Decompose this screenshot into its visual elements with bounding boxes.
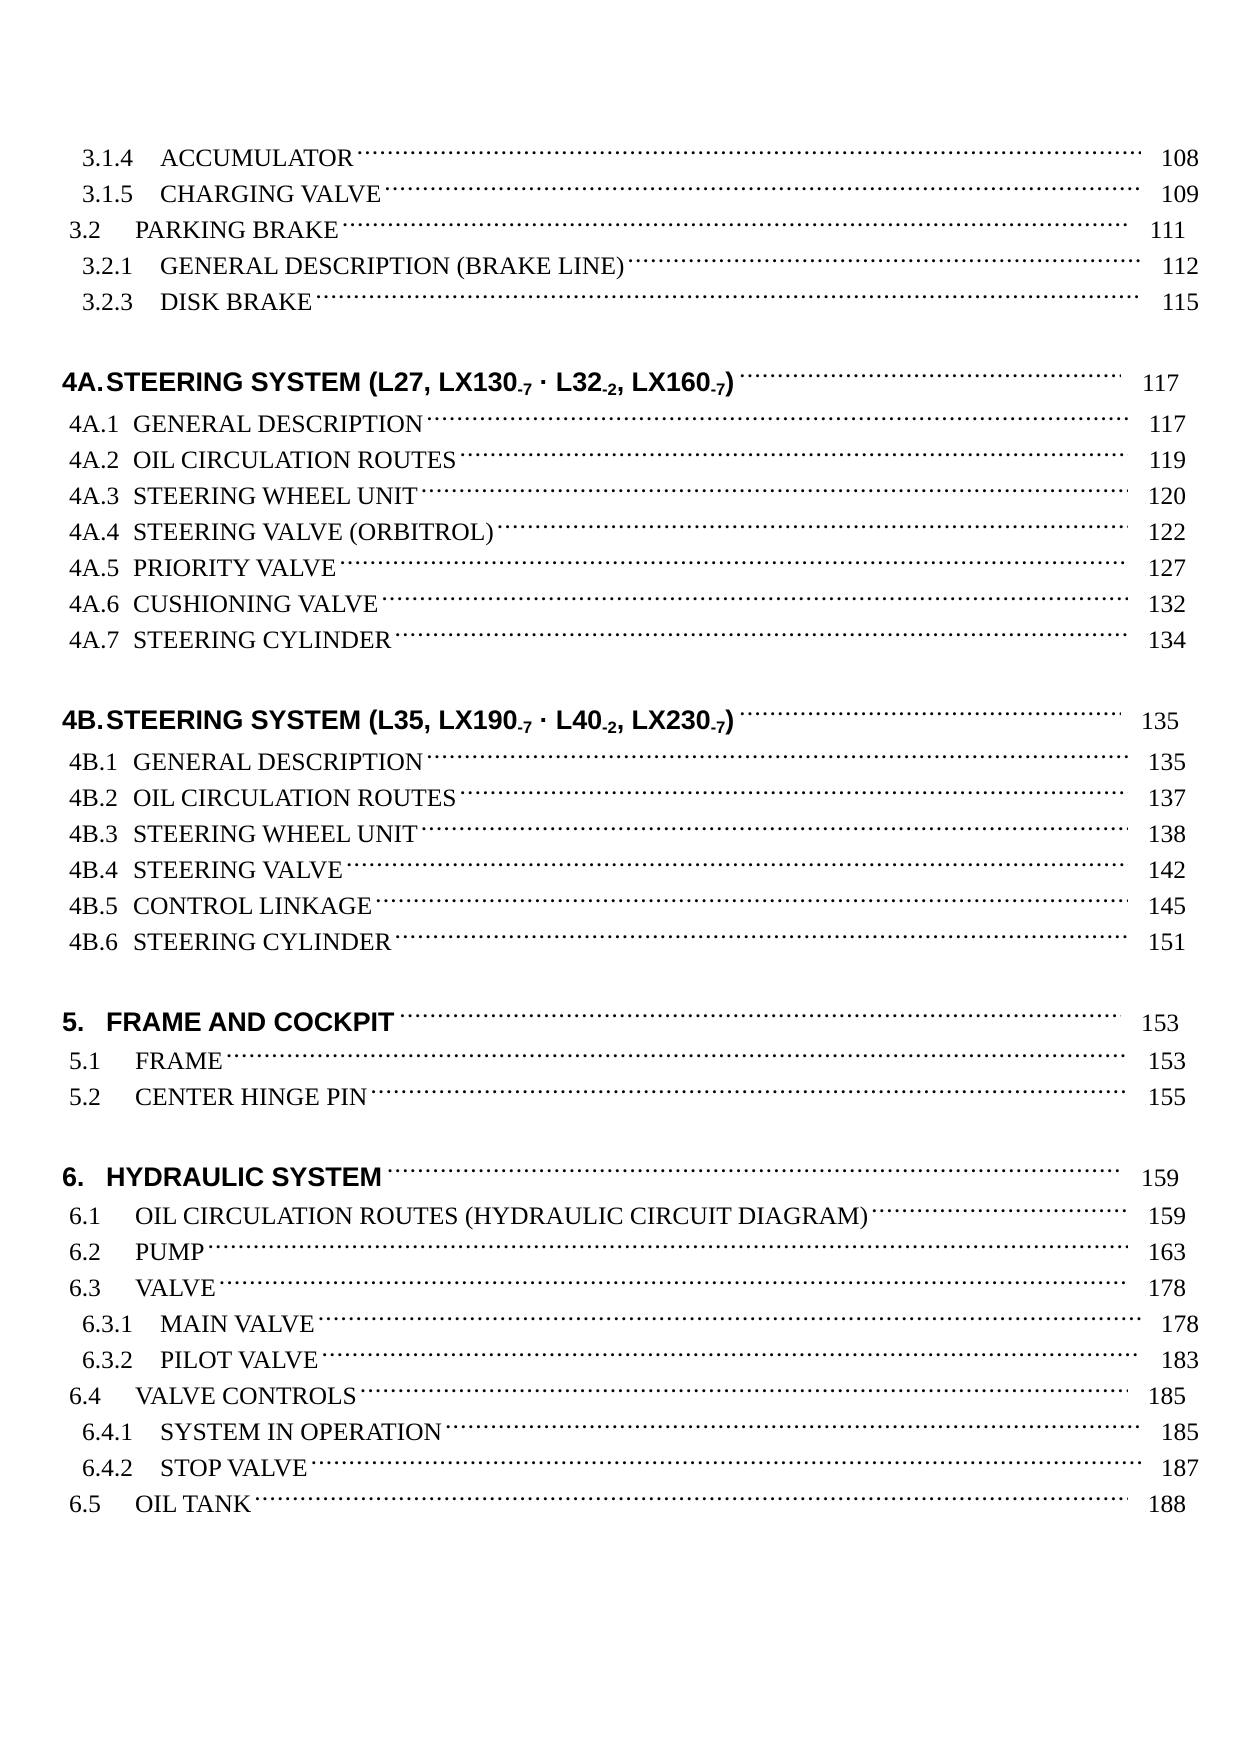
toc-entry[interactable] <box>62 1414 1199 1450</box>
toc-entry[interactable] <box>62 1002 1179 1043</box>
toc-entry-page-number: 137 <box>1147 783 1186 812</box>
table-of-contents <box>62 140 1199 1522</box>
toc-entry-page-number: 178 <box>1147 1273 1186 1302</box>
toc-entry[interactable] <box>62 780 1186 816</box>
toc-entry[interactable] <box>62 478 1186 514</box>
toc-entry-page-number: 159 <box>1141 1163 1179 1192</box>
toc-entry-number: 3.1.4 <box>82 143 133 172</box>
toc-entry-label <box>69 924 392 960</box>
toc-entry-label <box>69 406 423 442</box>
toc-entry-page-number: 111 <box>1149 215 1186 244</box>
toc-entry-title: STOP VALVE <box>160 1453 308 1482</box>
toc-entry[interactable] <box>62 1450 1199 1486</box>
toc-entry-title: PUMP <box>135 1237 205 1266</box>
toc-entry-number: 6.4.1 <box>82 1417 133 1446</box>
dot-leader <box>426 745 1128 771</box>
toc-entry-page-number: 138 <box>1147 819 1186 848</box>
toc-entry-label <box>69 514 494 550</box>
dot-leader <box>342 213 1128 239</box>
toc-entry[interactable] <box>62 550 1186 586</box>
toc-entry-title: STEERING CYLINDER <box>133 927 392 956</box>
toc-entry-title: ACCUMULATOR <box>160 143 354 172</box>
toc-entry[interactable] <box>62 924 1186 960</box>
toc-entry-number: 4A. <box>62 367 104 397</box>
toc-entry-number: 5.1 <box>69 1046 101 1075</box>
toc-entry-label <box>69 852 343 888</box>
model-suffix: -7 <box>517 717 533 737</box>
toc-entry-label <box>69 1486 251 1522</box>
toc-entry-number: 6.2 <box>69 1237 101 1266</box>
toc-entry-number: 4A.4 <box>69 517 120 546</box>
dot-leader <box>375 889 1128 915</box>
toc-entry-page-number: 115 <box>1161 287 1199 316</box>
toc-entry-label <box>69 212 339 248</box>
toc-entry-page-number: 119 <box>1148 445 1186 474</box>
model-suffix: -2 <box>602 717 617 737</box>
toc-entry-label <box>69 1270 216 1306</box>
dot-leader <box>426 407 1128 433</box>
toc-entry[interactable] <box>62 622 1186 658</box>
toc-entry-page-number: 185 <box>1160 1417 1199 1446</box>
toc-entry-title: PILOT VALVE <box>160 1345 319 1374</box>
toc-entry-title: STEERING VALVE (ORBITROL) <box>133 517 494 546</box>
toc-entry-number: 4A.6 <box>69 589 120 618</box>
section-spacer <box>62 320 1179 362</box>
toc-entry-number: 4A.5 <box>69 553 120 582</box>
dot-leader <box>459 443 1128 469</box>
toc-entry-number: 4A.2 <box>69 445 120 474</box>
toc-entry-number: 4A.7 <box>69 625 120 654</box>
toc-entry-title: STEERING CYLINDER <box>133 625 392 654</box>
toc-entry-label <box>69 550 336 586</box>
toc-entry-number: 4A.3 <box>69 481 120 510</box>
toc-entry-title: OIL TANK <box>135 1489 252 1518</box>
toc-entry-page-number: 187 <box>1160 1453 1199 1482</box>
toc-entry-number: 3.2 <box>69 215 101 244</box>
toc-entry-page-number: 127 <box>1147 553 1186 582</box>
dot-leader <box>459 781 1128 807</box>
toc-entry[interactable] <box>62 140 1199 176</box>
toc-entry[interactable] <box>62 700 1179 744</box>
toc-entry[interactable] <box>62 362 1179 406</box>
dot-leader <box>311 1451 1141 1477</box>
toc-entry-number: 4B.1 <box>69 747 118 776</box>
toc-entry[interactable] <box>62 1270 1186 1306</box>
toc-entry-title: GENERAL DESCRIPTION (BRAKE LINE) <box>160 251 625 280</box>
toc-entry-page-number: 142 <box>1147 855 1186 884</box>
toc-entry-label <box>82 1414 442 1450</box>
dot-leader <box>219 1271 1128 1297</box>
dot-leader <box>395 925 1128 951</box>
toc-entry-label <box>69 478 418 514</box>
toc-entry-title: HYDRAULIC SYSTEM <box>106 1162 382 1192</box>
toc-entry-label <box>69 586 378 622</box>
toc-entry-label <box>62 1002 394 1042</box>
toc-entry-title: SYSTEM IN OPERATION <box>160 1417 442 1446</box>
toc-entry-title: STEERING SYSTEM (L35, $LX190_{-7} \cdot L40_{-2}$, $LX230_{-7}$) <box>106 705 735 737</box>
toc-entry-title: GENERAL DESCRIPTION <box>133 747 424 776</box>
toc-entry-number: 4B.5 <box>69 891 118 920</box>
toc-entry-page-number: 151 <box>1147 927 1186 956</box>
toc-entry[interactable] <box>62 514 1186 550</box>
toc-entry[interactable] <box>62 1198 1186 1234</box>
dot-leader <box>381 587 1128 613</box>
toc-entry-label <box>69 888 372 924</box>
toc-entry-label <box>82 1342 318 1378</box>
model-suffix: -7 <box>517 379 533 399</box>
toc-entry-page-number: 178 <box>1160 1309 1199 1338</box>
dot-leader <box>739 364 1121 391</box>
dot-leader <box>421 479 1128 505</box>
dot-leader <box>226 1044 1128 1070</box>
dot-leader <box>370 1080 1128 1106</box>
dot-leader <box>387 1159 1121 1186</box>
toc-entry-title: CUSHIONING VALVE <box>133 589 379 618</box>
toc-entry[interactable] <box>62 284 1199 320</box>
toc-entry-page-number: 155 <box>1147 1082 1186 1111</box>
toc-entry-number: 5.2 <box>69 1082 101 1111</box>
toc-entry-title: OIL CIRCULATION ROUTES <box>133 783 457 812</box>
toc-entry-number: 6.3.1 <box>82 1309 133 1338</box>
toc-entry[interactable] <box>62 1378 1186 1414</box>
toc-entry-page-number: 117 <box>1141 368 1179 397</box>
dot-leader <box>339 551 1128 577</box>
toc-entry-page-number: 163 <box>1147 1237 1186 1266</box>
toc-entry-label <box>62 700 734 744</box>
toc-entry-label <box>69 816 418 852</box>
toc-entry-page-number: 185 <box>1147 1381 1186 1410</box>
toc-entry-title: VALVE <box>135 1273 216 1302</box>
toc-entry-label <box>82 140 354 176</box>
toc-entry-label <box>69 442 456 478</box>
toc-entry[interactable] <box>62 888 1186 924</box>
toc-entry-title: CHARGING VALVE <box>160 179 382 208</box>
dot-leader <box>739 702 1121 729</box>
toc-entry[interactable] <box>62 442 1186 478</box>
toc-entry-title: VALVE CONTROLS <box>135 1381 357 1410</box>
toc-entry[interactable] <box>62 1342 1199 1378</box>
model-suffix: -7 <box>710 379 726 399</box>
toc-entry[interactable] <box>62 1234 1186 1270</box>
dot-leader <box>384 177 1141 203</box>
toc-entry-page-number: 134 <box>1147 625 1186 654</box>
toc-entry-page-number: 135 <box>1147 747 1186 776</box>
toc-entry-label <box>69 622 392 658</box>
toc-entry-title: STEERING SYSTEM (L27, $LX130_{-7} \cdot L32_{-2}$, $LX160_{-7}$) <box>106 367 735 399</box>
toc-entry-number: 4B.3 <box>69 819 118 848</box>
section-spacer <box>62 1115 1179 1157</box>
toc-entry-page-number: 145 <box>1147 891 1186 920</box>
dot-leader <box>395 623 1128 649</box>
dot-leader <box>445 1415 1141 1441</box>
toc-entry[interactable] <box>62 1043 1186 1079</box>
toc-entry-title: STEERING WHEEL UNIT <box>133 481 418 510</box>
toc-entry-label <box>82 248 624 284</box>
toc-entry-label <box>82 1450 308 1486</box>
toc-entry-label <box>82 284 312 320</box>
toc-entry-number: 4B. <box>62 705 104 735</box>
toc-entry-title: OIL CIRCULATION ROUTES (HYDRAULIC CIRCUIT DIAGRAM) <box>135 1201 869 1230</box>
toc-entry-page-number: 153 <box>1141 1008 1179 1037</box>
dot-leader <box>627 249 1141 275</box>
toc-entry[interactable] <box>62 1157 1179 1198</box>
dot-leader <box>421 817 1128 843</box>
toc-entry-title: FRAME <box>135 1046 223 1075</box>
dot-leader <box>399 1004 1121 1031</box>
toc-entry-number: 4B.6 <box>69 927 118 956</box>
toc-entry-number: 4B.4 <box>69 855 118 884</box>
dot-leader <box>357 141 1141 167</box>
dot-leader <box>346 853 1128 879</box>
dot-leader <box>254 1487 1128 1513</box>
toc-entry-page-number: 108 <box>1160 143 1199 172</box>
dot-leader <box>207 1235 1128 1261</box>
toc-entry[interactable] <box>62 1306 1199 1342</box>
toc-entry[interactable] <box>62 176 1199 212</box>
model-suffix: -7 <box>710 717 726 737</box>
toc-entry[interactable] <box>62 1079 1186 1115</box>
toc-entry[interactable] <box>62 248 1199 284</box>
toc-entry-number: 3.2.1 <box>82 251 133 280</box>
toc-entry[interactable] <box>62 852 1186 888</box>
toc-entry-number: 3.1.5 <box>82 179 133 208</box>
dot-leader <box>497 515 1128 541</box>
toc-entry-number: 6.3 <box>69 1273 101 1302</box>
toc-entry-number: 6.5 <box>69 1489 101 1518</box>
toc-entry-label <box>82 176 381 212</box>
section-spacer <box>62 658 1179 700</box>
toc-entry[interactable] <box>62 1486 1186 1522</box>
toc-entry-title: OIL CIRCULATION ROUTES <box>133 445 457 474</box>
toc-entry-number: 6. <box>62 1162 85 1192</box>
toc-entry-label <box>69 1198 868 1234</box>
toc-entry-label <box>62 1157 382 1197</box>
dot-leader <box>321 1343 1141 1369</box>
toc-entry-label <box>82 1306 315 1342</box>
toc-entry[interactable] <box>62 744 1186 780</box>
toc-entry-number: 4A.1 <box>69 409 120 438</box>
toc-entry-page-number: 183 <box>1160 1345 1199 1374</box>
toc-entry[interactable] <box>62 816 1186 852</box>
toc-entry-title: CENTER HINGE PIN <box>135 1082 368 1111</box>
toc-entry-title: STEERING WHEEL UNIT <box>133 819 418 848</box>
toc-entry-title: DISK BRAKE <box>160 287 313 316</box>
model-suffix: -2 <box>602 379 617 399</box>
toc-entry[interactable] <box>62 586 1186 622</box>
toc-entry-number: 5. <box>62 1007 85 1037</box>
dot-leader <box>318 1307 1141 1333</box>
toc-entry-page-number: 117 <box>1148 409 1186 438</box>
toc-entry-number: 6.4 <box>69 1381 101 1410</box>
toc-entry-page-number: 120 <box>1147 481 1186 510</box>
toc-entry-number: 3.2.3 <box>82 287 133 316</box>
toc-entry-label <box>69 744 423 780</box>
toc-entry-label <box>69 1043 223 1079</box>
toc-entry-title: PRIORITY VALVE <box>133 553 337 582</box>
toc-entry-page-number: 132 <box>1147 589 1186 618</box>
toc-entry-number: 6.1 <box>69 1201 101 1230</box>
toc-entry-number: 4B.2 <box>69 783 118 812</box>
toc-entry-label <box>69 1079 367 1115</box>
toc-entry[interactable] <box>62 406 1186 442</box>
toc-entry-title: GENERAL DESCRIPTION <box>133 409 424 438</box>
toc-entry-title: STEERING VALVE <box>133 855 343 884</box>
toc-entry-number: 6.3.2 <box>82 1345 133 1374</box>
toc-entry-number: 6.4.2 <box>82 1453 133 1482</box>
toc-entry-label <box>62 362 734 406</box>
toc-entry-page-number: 153 <box>1147 1046 1186 1075</box>
toc-entry-label <box>69 780 456 816</box>
toc-entry-title: CONTROL LINKAGE <box>133 891 373 920</box>
toc-entry-label <box>69 1234 204 1270</box>
toc-entry-page-number: 122 <box>1147 517 1186 546</box>
toc-entry-page-number: 135 <box>1141 706 1179 735</box>
dot-leader <box>360 1379 1128 1405</box>
toc-entry-page-number: 112 <box>1161 251 1199 280</box>
toc-entry[interactable] <box>62 212 1186 248</box>
toc-entry-page-number: 188 <box>1147 1489 1186 1518</box>
toc-entry-title: FRAME AND COCKPIT <box>106 1007 395 1037</box>
toc-entry-label <box>69 1378 357 1414</box>
dot-leader <box>315 285 1141 311</box>
dot-leader <box>871 1199 1128 1225</box>
toc-entry-title: MAIN VALVE <box>160 1309 315 1338</box>
toc-entry-page-number: 159 <box>1147 1201 1186 1230</box>
toc-entry-page-number: 109 <box>1160 179 1199 208</box>
toc-entry-title: PARKING BRAKE <box>135 215 339 244</box>
section-spacer <box>62 960 1179 1002</box>
